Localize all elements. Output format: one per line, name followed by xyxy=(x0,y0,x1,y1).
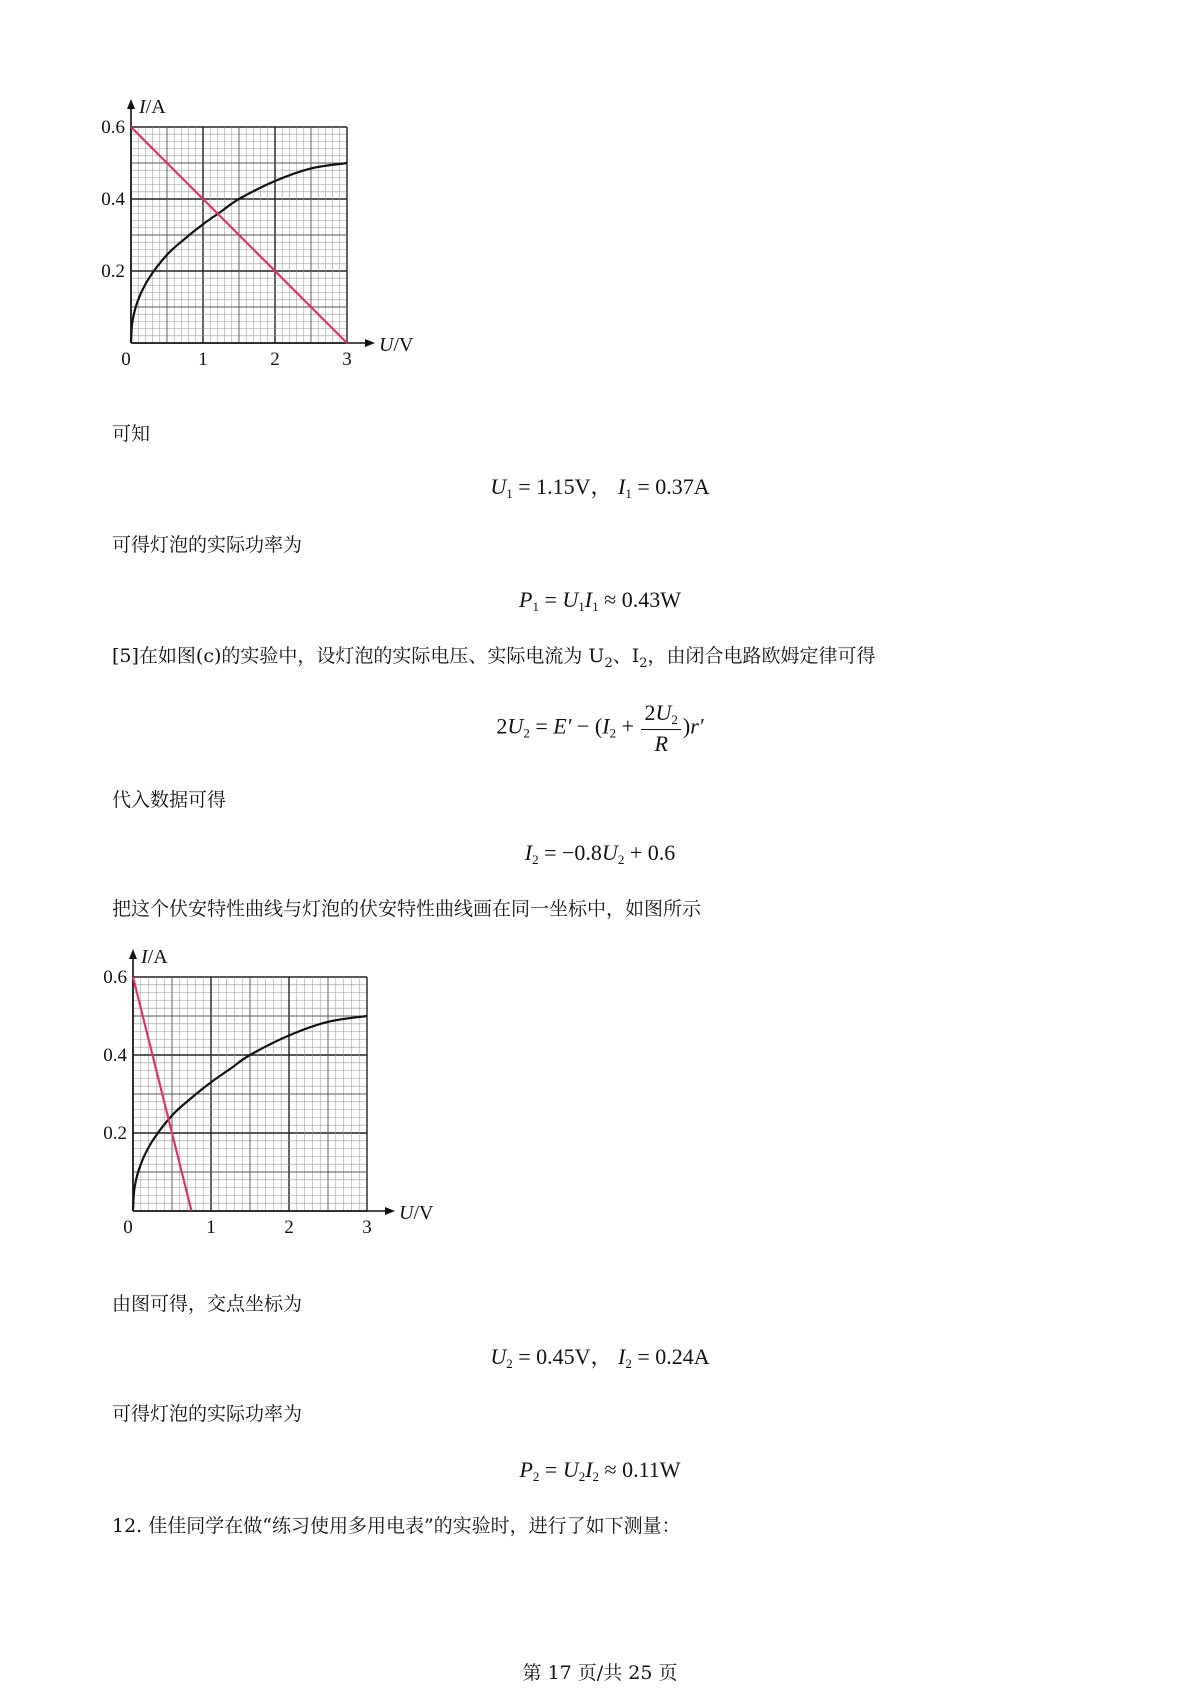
eq-var: I xyxy=(602,713,610,739)
paragraph-text: 把这个伏安特性曲线与灯泡的伏安特性曲线画在同一坐标中，如图所示 xyxy=(112,898,702,920)
eq-var: U xyxy=(562,1457,579,1482)
x-tick-label: 2 xyxy=(270,349,280,370)
x-axis-label: U/V xyxy=(379,334,414,356)
eq-text: ) xyxy=(682,713,691,739)
eq-text: ≈ 0.43W xyxy=(598,587,681,612)
equation-closed-circuit xyxy=(0,702,1200,755)
para-sub: 2 xyxy=(639,655,648,671)
iv-chart-1 xyxy=(95,95,455,395)
eq-sub: 1 xyxy=(625,486,632,501)
y-axis-label: I/A xyxy=(141,946,168,968)
eq-sub: 1 xyxy=(506,486,513,501)
eq-sub: 2 xyxy=(506,1356,513,1371)
equation-p2 xyxy=(0,1455,1200,1492)
y-tick-label: 0.2 xyxy=(101,261,125,282)
x-axis-label: U/V xyxy=(399,1202,434,1224)
x-tick-label: 0 xyxy=(123,1217,133,1238)
eq-var: U xyxy=(507,713,524,739)
eq-text: + xyxy=(616,713,640,739)
iv-chart-1-svg xyxy=(95,95,455,395)
eq-text: = 0.37A xyxy=(637,474,710,499)
y-tick-label: 0.4 xyxy=(101,189,125,210)
x-tick-label: 3 xyxy=(342,349,352,370)
x-tick-label: 3 xyxy=(362,1217,372,1238)
eq-var: E′ xyxy=(553,713,572,739)
eq-text: ≈ 0.11W xyxy=(599,1457,681,1482)
paragraph-text: 可得灯泡的实际功率为 xyxy=(112,1403,303,1425)
eq-text: = 0.24A xyxy=(637,1344,710,1369)
eq-var: I xyxy=(585,1457,593,1482)
eq-text: = 1.15V， xyxy=(518,474,613,499)
equation-p1 xyxy=(0,585,1200,622)
eq-sub: 2 xyxy=(532,852,539,867)
eq-text: = 0.45V， xyxy=(518,1344,613,1369)
fraction-numerator xyxy=(641,702,680,730)
eq-var: I xyxy=(618,1344,626,1369)
equation-u1-i1 xyxy=(0,472,1200,509)
eq-sub: 2 xyxy=(617,852,625,867)
eq-text: = xyxy=(529,713,554,739)
paragraph-text: 可知 xyxy=(112,423,151,445)
para-part: 、I xyxy=(612,645,640,667)
eq-sub: 2 xyxy=(671,712,678,727)
chart-grid xyxy=(133,977,367,1211)
eq-var: I xyxy=(524,840,533,865)
y-axis-arrow xyxy=(129,949,137,959)
eq-var: P xyxy=(519,1457,533,1482)
equation-u2-i2 xyxy=(0,1342,1200,1379)
eq-text: 2 xyxy=(496,713,508,739)
eq-var: R xyxy=(654,731,668,756)
eq-sub: 2 xyxy=(578,1469,586,1484)
fraction xyxy=(641,702,680,755)
fraction-denominator xyxy=(641,730,680,755)
eq-var: U xyxy=(655,700,672,725)
y-axis-label: I/A xyxy=(139,96,166,118)
x-tick-label: 1 xyxy=(198,349,208,370)
x-axis-arrow xyxy=(385,1207,395,1215)
para-sub: 2 xyxy=(604,655,613,671)
x-tick-label: 2 xyxy=(284,1217,294,1238)
x-axis-arrow xyxy=(365,339,375,347)
y-axis-arrow xyxy=(127,99,135,109)
eq-var: r′ xyxy=(690,713,704,739)
eq-sub: 2 xyxy=(609,725,617,741)
paragraph-text: 代入数据可得 xyxy=(112,789,227,811)
iv-chart-2 xyxy=(95,943,485,1263)
eq-var: I xyxy=(584,587,593,612)
iv-chart-2-svg xyxy=(95,943,485,1263)
eq-var: U xyxy=(490,1344,507,1369)
eq-var: U xyxy=(562,587,579,612)
question-text: 12. 佳佳同学在做“练习使用多用电表”的实验时，进行了如下测量： xyxy=(112,1515,681,1537)
eq-var: U xyxy=(601,840,618,865)
paragraph-text: 可得灯泡的实际功率为 xyxy=(112,534,303,556)
y-tick-label: 0.4 xyxy=(103,1045,127,1066)
eq-sub: 2 xyxy=(532,1469,540,1484)
y-tick-label: 0.2 xyxy=(103,1123,127,1144)
eq-sub: 1 xyxy=(532,599,539,614)
eq-text: + 0.6 xyxy=(624,840,676,865)
eq-text: = xyxy=(538,587,563,612)
paragraph-text xyxy=(112,642,876,678)
y-tick-label: 0.6 xyxy=(103,967,127,988)
para-part: [5]在如图(c)的实验中，设灯泡的实际电压、实际电流为 U xyxy=(112,645,605,667)
para-part: ，由闭合电路欧姆定律可得 xyxy=(647,645,876,667)
eq-text: = xyxy=(539,1457,563,1482)
eq-text: = −0.8 xyxy=(538,840,602,865)
x-tick-label: 0 xyxy=(121,349,131,370)
x-tick-label: 1 xyxy=(206,1217,216,1238)
eq-sub: 2 xyxy=(523,725,530,741)
eq-var: P xyxy=(519,587,533,612)
equation-i2 xyxy=(0,838,1200,875)
page-footer: 第 17 页/共 25 页 xyxy=(522,1662,678,1684)
eq-text: − ( xyxy=(571,713,603,739)
eq-sub: 1 xyxy=(592,599,599,614)
eq-sub: 2 xyxy=(592,1469,600,1484)
eq-var: I xyxy=(618,474,626,499)
eq-sub: 2 xyxy=(625,1356,632,1371)
eq-sub: 1 xyxy=(578,599,585,614)
paragraph-text: 由图可得，交点坐标为 xyxy=(112,1293,303,1315)
eq-var: U xyxy=(490,474,507,499)
y-tick-label: 0.6 xyxy=(101,117,125,138)
eq-text: 2 xyxy=(644,700,656,725)
